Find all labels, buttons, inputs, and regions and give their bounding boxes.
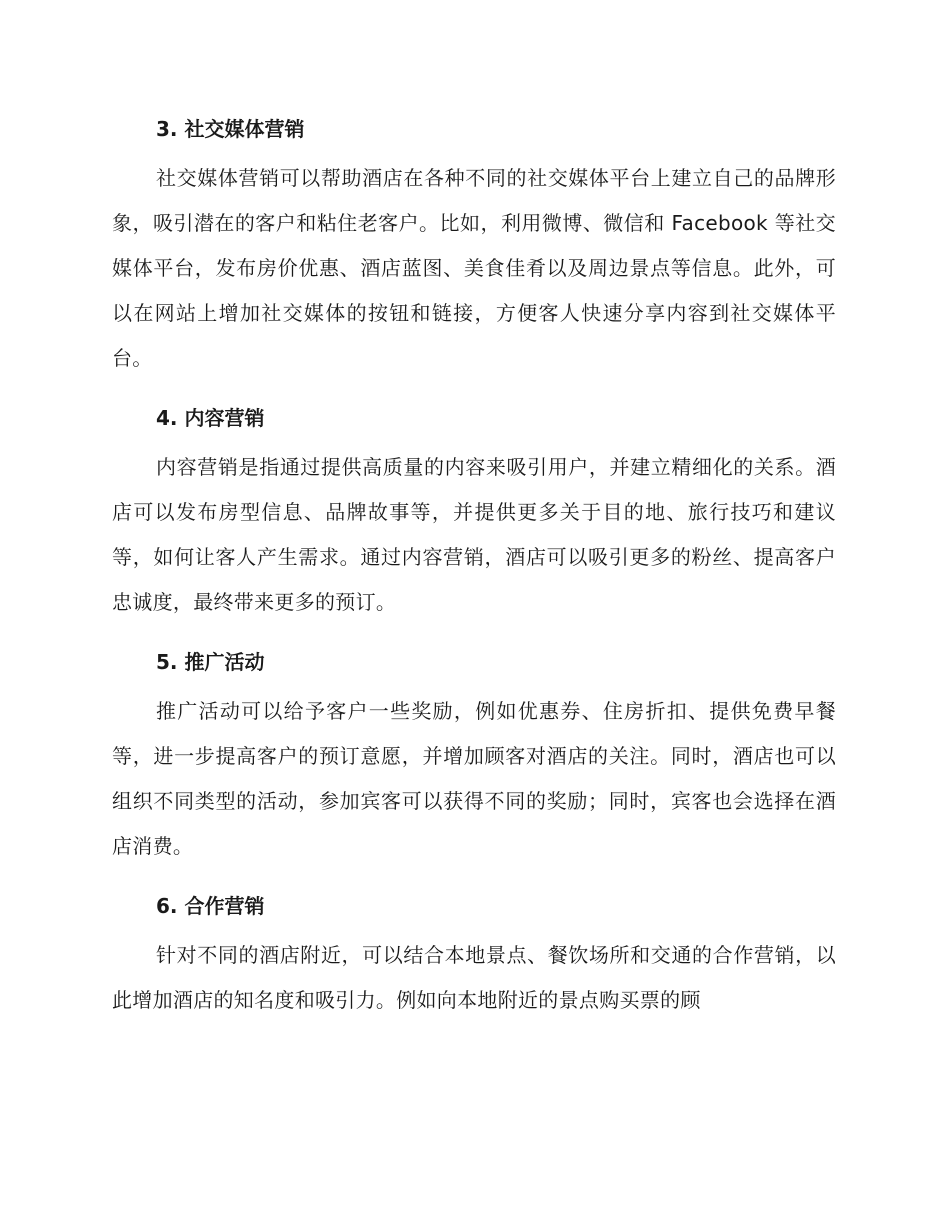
section-promotion-activities [112,642,836,869]
section-cooperative-marketing [112,886,836,1023]
section-paragraph: 针对不同的酒店附近，可以结合本地景点、餐饮场所和交通的合作营销，以此增加酒店的知名度和吸引力。例如向本地附近的景点购买票的顾 [112,943,836,1012]
section-paragraph: 内容营销是指通过提供高质量的内容来吸引用户，并建立精细化的关系。酒店可以发布房型信息、品牌故事等，并提供更多关于目的地、旅行技巧和建议等，如何让客人产生需求。通过内容营销，酒店可以吸引更多的粉丝、提高客户忠诚度，最终带来更多的预订。 [112,455,836,614]
section-heading: 4. 内容营销 [156,406,265,430]
document-body [112,109,836,1040]
section-heading: 3. 社交媒体营销 [156,117,305,141]
section-content-marketing [112,398,836,625]
section-heading: 5. 推广活动 [156,650,265,674]
section-paragraph: 社交媒体营销可以帮助酒店在各种不同的社交媒体平台上建立自己的品牌形象，吸引潜在的客户和粘住老客户。比如，利用微博、微信和 Facebook 等社交媒体平台，发布房价优惠、酒店蓝图、美食佳肴以及周边景点等信息。此外，可以在网站上增加社交媒体的按钮和链接，方便客人快速分享内容到社交媒体平台。 [112,166,836,370]
section-heading: 6. 合作营销 [156,894,265,918]
section-paragraph: 推广活动可以给予客户一些奖励，例如优惠券、住房折扣、提供免费早餐等，进一步提高客户的预订意愿，并增加顾客对酒店的关注。同时，酒店也可以组织不同类型的活动，参加宾客可以获得不同的奖励；同时，宾客也会选择在酒店消费。 [112,699,836,858]
section-social-media-marketing [112,109,836,381]
